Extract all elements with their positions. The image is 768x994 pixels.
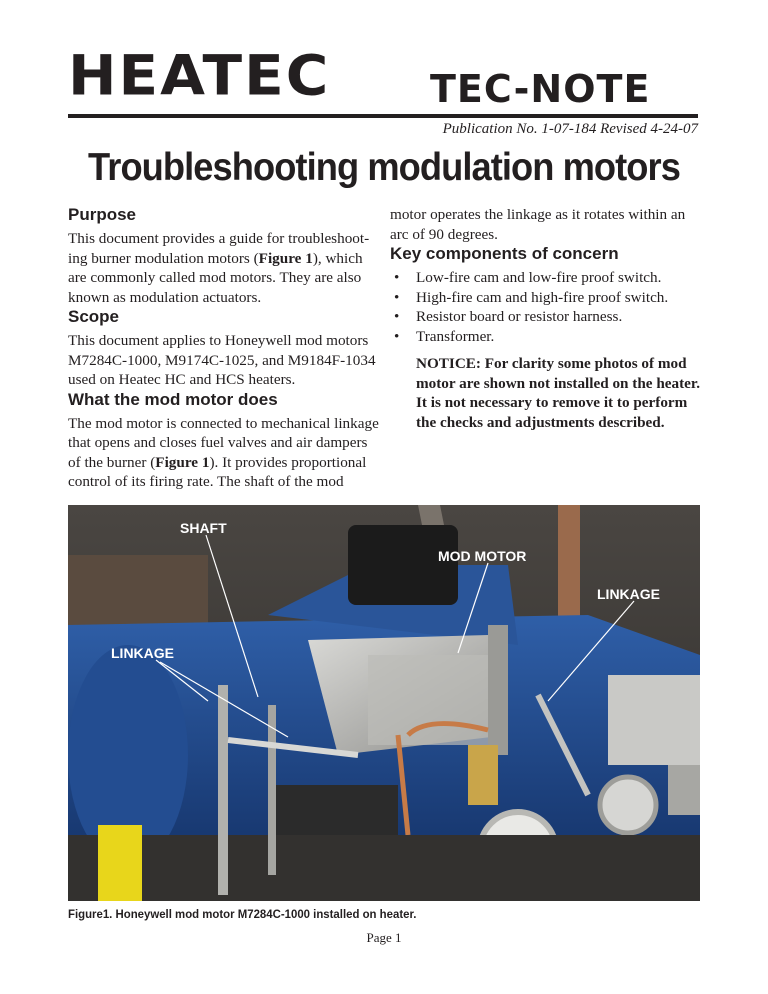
figure-caption: Figure1. Honeywell mod motor M7284C-1000 installed on heater. bbox=[68, 907, 417, 921]
figure-1-ref: Figure 1 bbox=[258, 249, 313, 267]
mod-motor-label: MOD MOTOR bbox=[438, 548, 527, 564]
page-title: Troubleshooting modulation motors bbox=[88, 146, 680, 189]
publication-number: Publication No. 1-07-184 Revised 4-24-07 bbox=[442, 121, 698, 137]
scope-text: This document applies to Honeywell mod motors M7284C-1000, M9174C-1025, and M9184F-1034 used on Heatec HC and HCS heaters. bbox=[68, 332, 376, 388]
list-item: • High-fire cam and high-fire proof switch. bbox=[390, 288, 702, 308]
scope-heading: Scope bbox=[68, 307, 120, 326]
header-rule bbox=[68, 114, 698, 118]
mod-motor-text: The mod motor is connected to mechanical linkage that opens and closes fuel valves and air dampers of the burner (Figure 1). It provides proportional control of its firing rate. The shaft of the mod bbox=[68, 414, 379, 490]
tec-note-label: TEC-NOTE bbox=[430, 67, 651, 111]
purpose-text: This document provides a guide for troubleshoot-ing burner modulation motors (Figure 1), which are commonly called mod motors. They are also known as modulation actuators. bbox=[68, 230, 370, 306]
key-components-heading: Key components of concern bbox=[390, 244, 619, 263]
linkage-label-left: LINKAGE bbox=[111, 645, 174, 661]
mod-motor-heading: What the mod motor does bbox=[68, 389, 278, 409]
purpose-heading: Purpose bbox=[68, 205, 137, 224]
notice-text: NOTICE: For clarity some photos of mod motor are shown not installed on the heater. It is not necessary to remove it to perform the checks and adjustments described. bbox=[416, 355, 701, 431]
mod-motor-text-continued: motor operates the linkage as it rotates within an arc of 90 degrees. bbox=[390, 206, 686, 243]
figure-1-ref: Figure 1 bbox=[155, 453, 210, 471]
figure-photo bbox=[68, 505, 700, 901]
linkage-label-right: LINKAGE bbox=[597, 586, 660, 602]
list-item: • Low-fire cam and low-fire proof switch. bbox=[390, 268, 702, 288]
list-item: • Transformer. bbox=[390, 327, 702, 347]
list-item: • Resistor board or resistor harness. bbox=[390, 307, 702, 327]
left-column bbox=[68, 205, 380, 492]
brand-logo: HEATEC bbox=[68, 43, 331, 108]
right-column bbox=[390, 205, 702, 432]
key-components-list bbox=[390, 268, 702, 346]
shaft-label: SHAFT bbox=[180, 520, 227, 536]
page-number: Page 1 bbox=[366, 930, 402, 945]
heater-photo-illustration bbox=[68, 505, 700, 901]
